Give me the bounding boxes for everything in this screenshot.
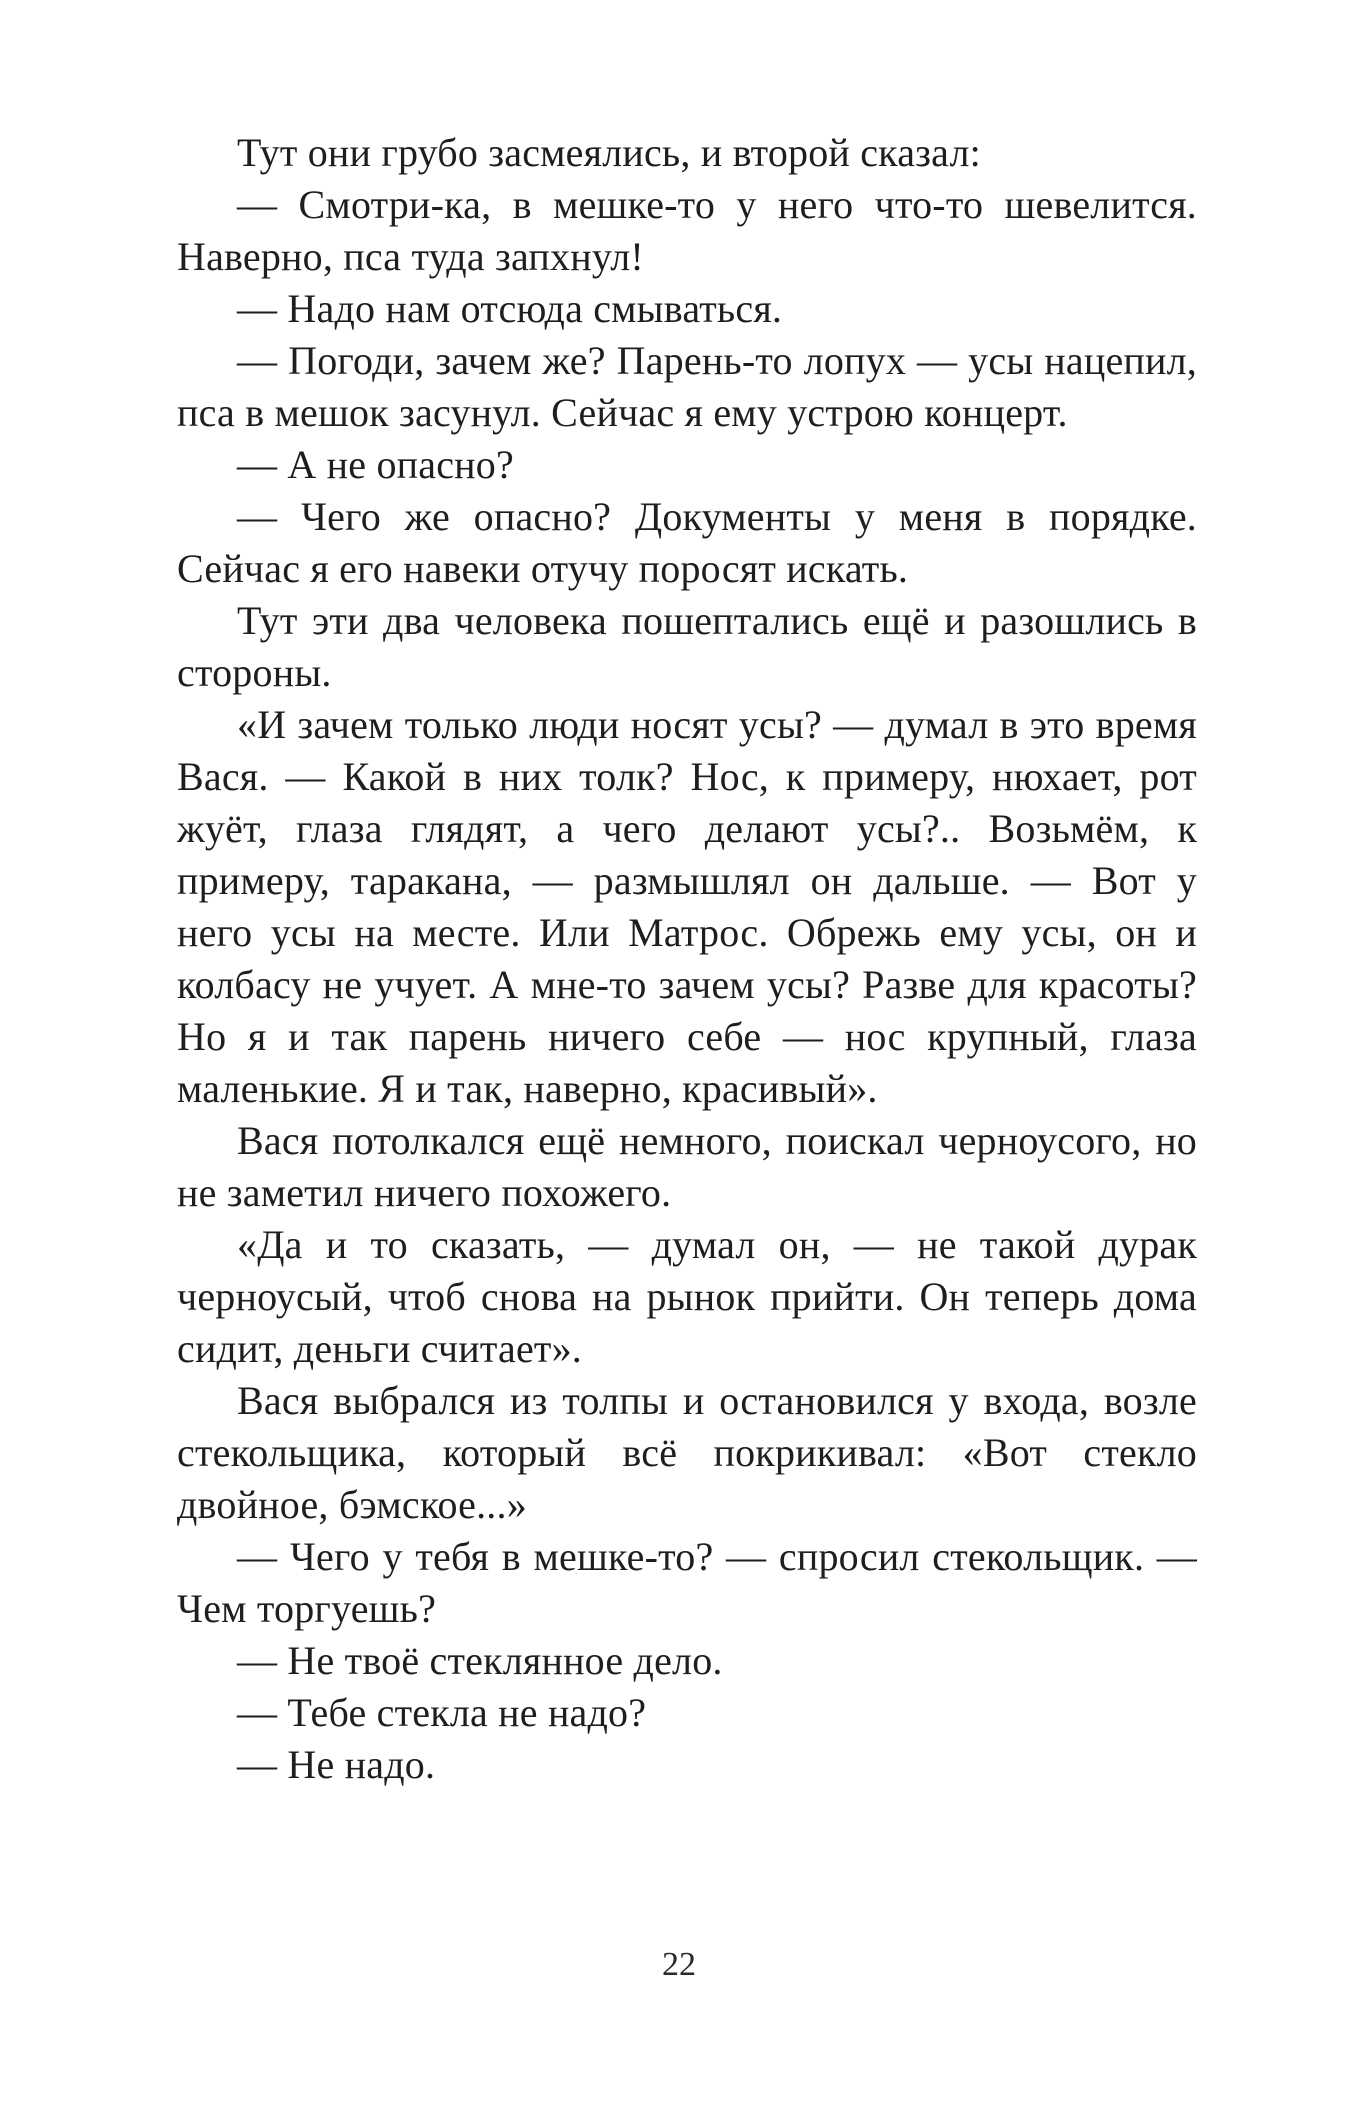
paragraph: — Тебе стекла не надо? [237, 1690, 647, 1735]
paragraph: Тут они грубо засмеялись, и второй сказал: [237, 130, 981, 175]
paragraph: — Надо нам отсюда смываться. [237, 286, 783, 331]
paragraph: — А не опасно? [237, 442, 514, 487]
paragraph: — Чего у тебя в мешке-то? — спросил стекольщик. — Чем торгуешь? [177, 1534, 1197, 1631]
paragraph: Вася потолкался ещё немного, поискал черноусого, но не заметил ничего похожего. [177, 1118, 1197, 1215]
paragraph: — Не твоё стеклянное дело. [237, 1638, 723, 1683]
paragraph: — Погоди, зачем же? Парень-то лопух — усы нацепил, пса в мешок засунул. Сейчас я ему устрою концерт. [177, 338, 1197, 435]
paragraph: — Чего же опасно? Документы у меня в порядке. Сейчас я его навеки отучу поросят искать. [177, 494, 1197, 591]
body-text [177, 127, 1197, 1791]
paragraph: — Не надо. [237, 1742, 436, 1787]
paragraph: Тут эти два человека пошептались ещё и разошлись в стороны. [177, 598, 1197, 695]
paragraph: «И зачем только люди носят усы? — думал в это время Вася. — Какой в них толк? Нос, к примеру, нюхает, рот жуёт, глаза глядят, а чего делают усы?.. Возьмём, к примеру, таракана, — размышлял он дальше. — Вот у него усы на месте. Или Матрос. Обрежь ему усы, он и колбасу не учует. А мне-то зачем усы? Разве для красоты? Но я и так парень ничего себе — нос крупный, глаза маленькие. Я и так, наверно, красивый». [177, 702, 1197, 1111]
paragraph: — Смотри-ка, в мешке-то у него что-то шевелится. Наверно, пса туда запхнул! [177, 182, 1197, 279]
page-number: 22 [662, 1946, 696, 1983]
paragraph: Вася выбрался из толпы и остановился у входа, возле стекольщика, который всё покрикивал: «Вот стекло двойное, бэмское...» [177, 1378, 1197, 1527]
paragraph: «Да и то сказать, — думал он, — не такой дурак черноусый, чтоб снова на рынок прийти. Он теперь дома сидит, деньги считает». [177, 1222, 1197, 1371]
